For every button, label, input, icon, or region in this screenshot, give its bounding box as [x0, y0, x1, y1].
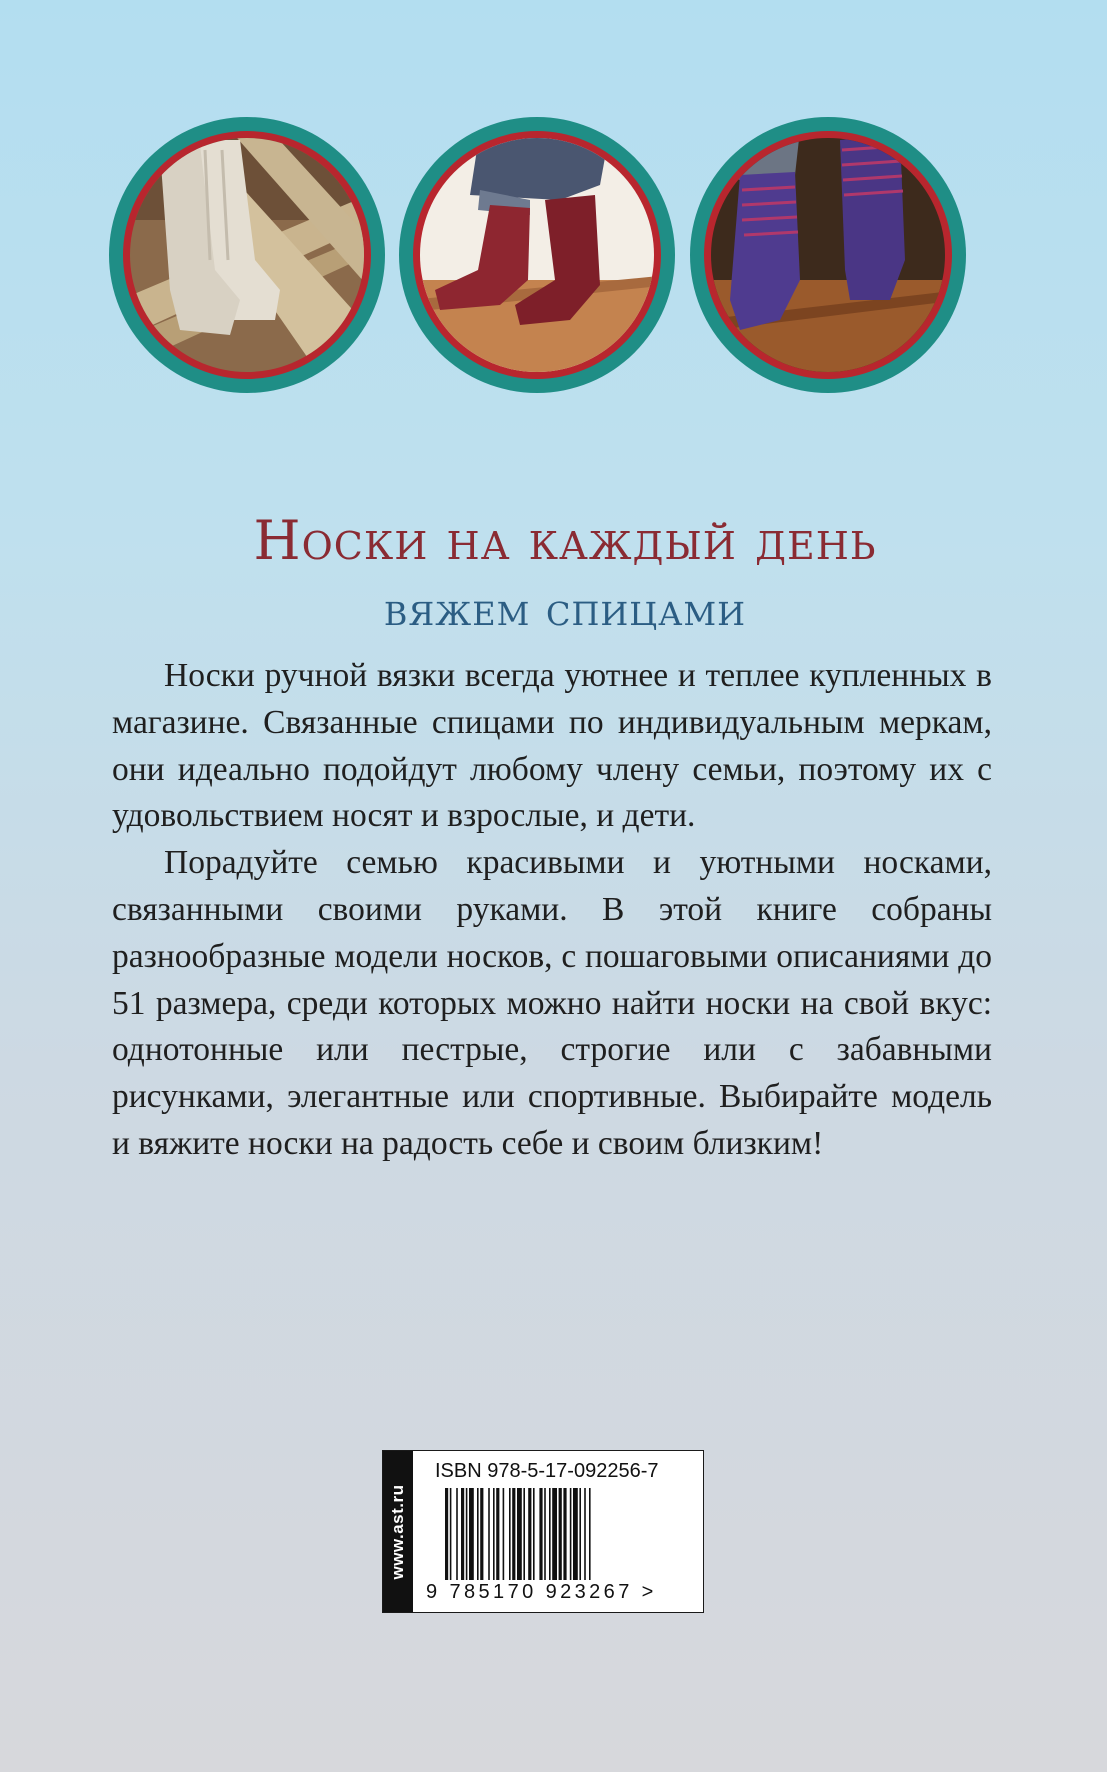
- barcode-bar: [589, 1488, 591, 1580]
- photo-row: [0, 0, 1107, 420]
- barcode-bar: [496, 1488, 499, 1580]
- barcode-bar: [552, 1488, 557, 1580]
- barcode-bar: [466, 1488, 468, 1580]
- white-cable-socks-photo: [109, 117, 385, 393]
- barcode-bar: [570, 1488, 572, 1580]
- barcode-bar: [503, 1488, 505, 1580]
- purple-patterned-socks-photo: [690, 117, 966, 393]
- barcode-bar: [523, 1488, 525, 1580]
- burgundy-socks-photo: [399, 117, 675, 393]
- description-paragraph: Порадуйте семью красивыми и уютными носками, связанными своими руками. В этой книге собраны разнообразные модели носков, с пошаговыми описаниями до 51 размера, среди которых можно найти носки на свой вкус: однотонные или пестрые, строгие или с забавными рисунками, элегантные или спортивные. Выбирайте модель и вяжите носки на радость себе и своим близким!: [112, 844, 992, 1162]
- barcode-bar: [493, 1488, 495, 1580]
- barcode-icon: [445, 1488, 683, 1580]
- barcode-bar: [445, 1488, 448, 1580]
- book-description: [112, 653, 992, 1168]
- barcode-bar: [533, 1488, 535, 1580]
- barcode-bar: [456, 1488, 458, 1580]
- isbn-label: ISBN 978-5-17-092256-7: [435, 1460, 659, 1482]
- barcode-digits: 9 785170 923267 >: [426, 1581, 657, 1603]
- barcode-bar: [512, 1488, 515, 1580]
- barcode-bar: [517, 1488, 522, 1580]
- cover-photos: [0, 0, 1107, 420]
- barcode-bar: [450, 1488, 452, 1580]
- barcode-bar: [488, 1488, 490, 1580]
- barcode-bar: [539, 1488, 542, 1580]
- barcode-bar: [528, 1488, 531, 1580]
- barcode-bar: [461, 1488, 464, 1580]
- barcode-bar: [563, 1488, 566, 1580]
- barcode-bar: [480, 1488, 483, 1580]
- barcode-bar: [544, 1488, 546, 1580]
- barcode-bar: [469, 1488, 474, 1580]
- barcode-bar: [584, 1488, 586, 1580]
- barcode-bar: [579, 1488, 581, 1580]
- barcode-bar: [509, 1488, 511, 1580]
- book-title: Носки на каждый день: [253, 509, 877, 572]
- isbn-barcode-box: [382, 1450, 704, 1613]
- barcode-bar: [477, 1488, 479, 1580]
- barcode-bar: [573, 1488, 578, 1580]
- publisher-site: www.ast.ru: [388, 1483, 407, 1580]
- barcode-bar: [559, 1488, 562, 1580]
- publisher-site-strip: [383, 1451, 413, 1612]
- book-subtitle: вяжем спицами: [383, 582, 747, 636]
- description-paragraph: Носки ручной вязки всегда уютнее и теплее купленных в магазине. Связанные спицами по индивидуальным меркам, они идеально подойдут любому члену семьи, поэтому их с удовольствием носят и взрослые, и дети.: [112, 657, 992, 835]
- barcode-bar: [549, 1488, 551, 1580]
